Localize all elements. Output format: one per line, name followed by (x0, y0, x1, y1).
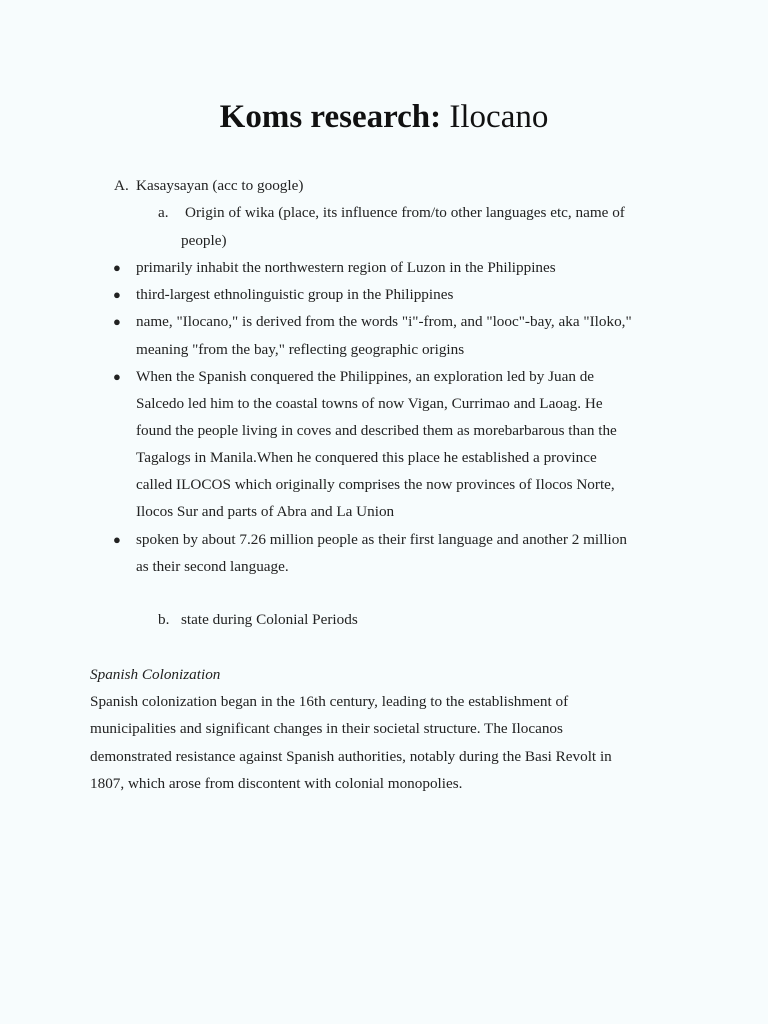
section-a-marker: A. (114, 177, 129, 194)
sub-b-marker: b. (158, 611, 170, 628)
spanish-paragraph-line-2: municipalities and significant changes in their societal structure. The Ilocanos (90, 720, 563, 737)
title-rest: Ilocano (449, 99, 549, 135)
bullet-5-icon: ● (113, 532, 121, 547)
bullet-4-line-4: Tagalogs in Manila.When he conquered this place he established a province (136, 449, 597, 466)
bullet-3-icon: ● (113, 314, 121, 329)
bullet-2-icon: ● (113, 287, 121, 302)
title-bold: Koms research: (219, 99, 442, 135)
sub-a-line-2: people) (181, 232, 227, 249)
bullet-4-icon: ● (113, 369, 121, 384)
bullet-4-line-2: Salcedo led him to the coastal towns of now Vigan, Currimao and Laoag. He (136, 395, 603, 412)
page-title (0, 95, 768, 139)
section-a-heading: Kasaysayan (acc to google) (136, 177, 304, 194)
bullet-2-line-1: third-largest ethnolinguistic group in the Philippines (136, 286, 454, 303)
bullet-4-line-1: When the Spanish conquered the Philippines, an exploration led by Juan de (136, 368, 595, 385)
bullet-1-icon: ● (113, 260, 121, 275)
spanish-paragraph-line-1: Spanish colonization began in the 16th century, leading to the establishment of (90, 693, 569, 710)
spanish-paragraph-line-3: demonstrated resistance against Spanish authorities, notably during the Basi Revolt in (90, 748, 612, 765)
spanish-paragraph-line-4: 1807, which arose from discontent with colonial monopolies. (90, 775, 463, 792)
bullet-5-line-1: spoken by about 7.26 million people as their first language and another 2 million (136, 531, 627, 548)
bullet-4-line-6: Ilocos Sur and parts of Abra and La Union (136, 503, 395, 520)
bullet-5-line-2: as their second language. (136, 558, 289, 575)
bullet-3-line-2: meaning "from the bay," reflecting geographic origins (136, 341, 465, 358)
sub-b-heading: state during Colonial Periods (181, 611, 358, 628)
sub-a-marker: a. (158, 204, 169, 221)
bullet-4-line-3: found the people living in coves and described them as morebarbarous than the (136, 422, 617, 439)
bullet-1-line-1: primarily inhabit the northwestern region of Luzon in the Philippines (136, 259, 556, 276)
bullet-4-line-5: called ILOCOS which originally comprises the now provinces of Ilocos Norte, (136, 476, 615, 493)
spanish-colonization-heading: Spanish Colonization (90, 666, 221, 683)
sub-a-line-1: Origin of wika (place, its influence from/to other languages etc, name of (185, 204, 625, 221)
bullet-3-line-1: name, "Ilocano," is derived from the words "i"-from, and "looc"-bay, aka "Iloko," (136, 313, 632, 330)
